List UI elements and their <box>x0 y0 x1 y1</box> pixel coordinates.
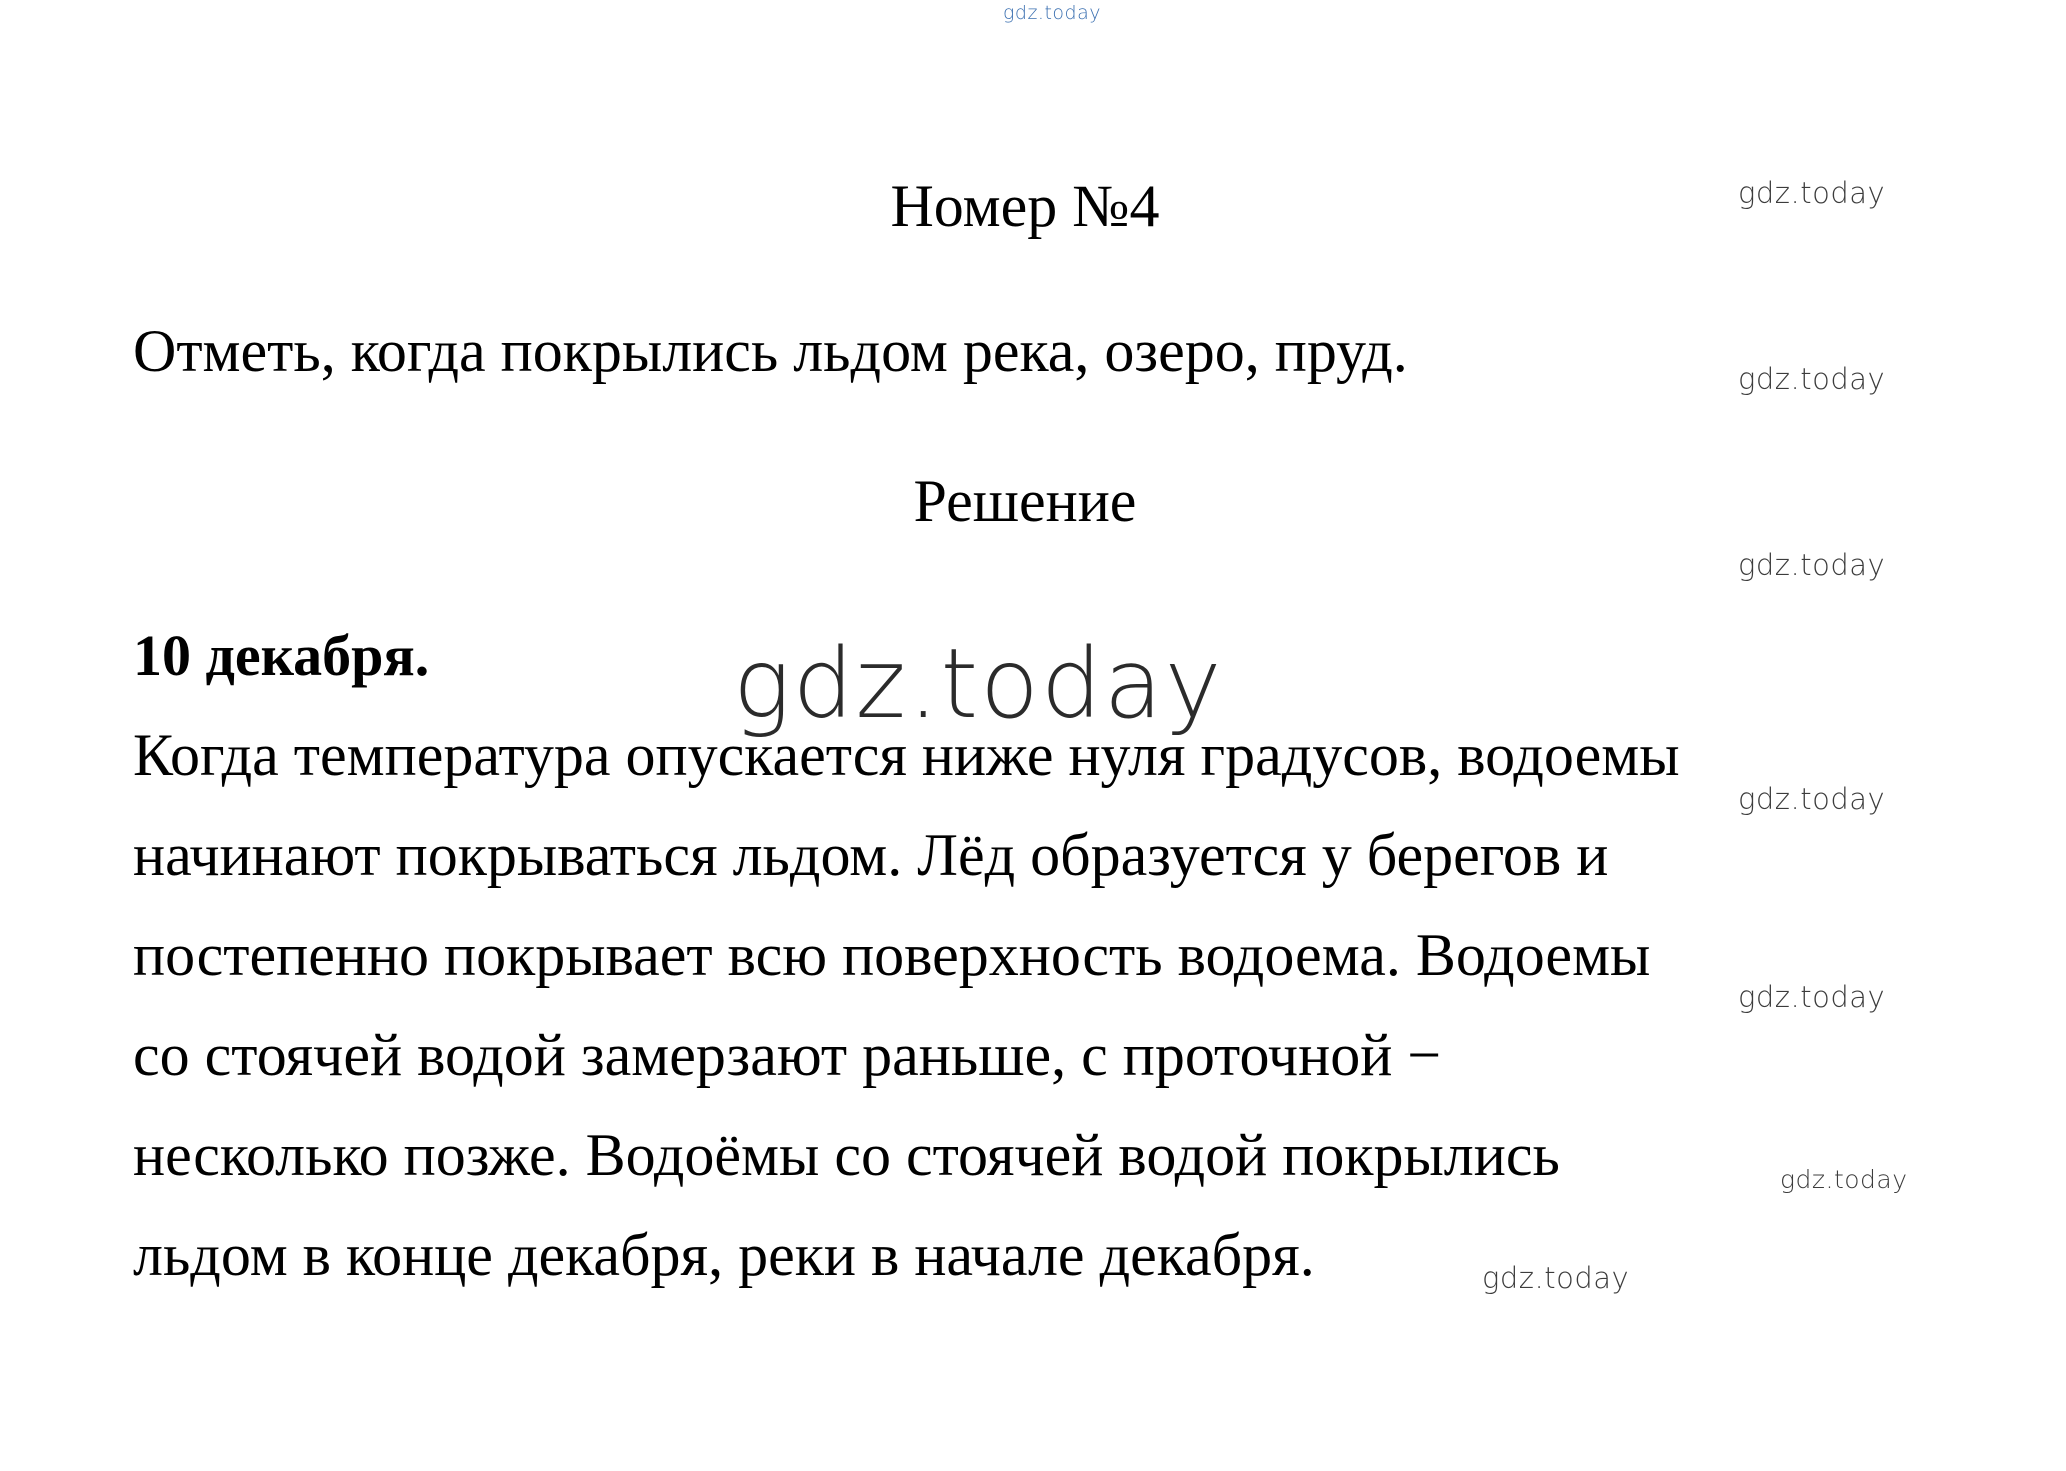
solution-heading: Решение <box>913 468 1137 534</box>
question-text: Отметь, когда покрылись льдом река, озеро, пруд. <box>133 318 1408 384</box>
watermark-large: gdz.today <box>733 628 1224 740</box>
watermark-side: gdz.today <box>1738 176 1886 210</box>
answer-line-3: постепенно покрывает всю поверхность водоема. Водоемы <box>133 922 1651 988</box>
answer-line-2: начинают покрываться льдом. Лёд образуется у берегов и <box>133 822 1609 888</box>
answer-line-1: Когда температура опускается ниже нуля градусов, водоемы <box>133 722 1680 788</box>
answer-date: 10 декабря. <box>133 623 430 688</box>
page-title: Номер №4 <box>890 173 1160 239</box>
watermark-top: gdz.today <box>1003 2 1101 24</box>
watermark-side: gdz.today <box>1738 548 1886 582</box>
watermark-side: gdz.today <box>1738 362 1886 396</box>
answer-line-6: льдом в конце декабря, реки в начале декабря. <box>133 1222 1315 1288</box>
watermark-side: gdz.today <box>1738 980 1886 1014</box>
watermark-side: gdz.today <box>1738 782 1886 816</box>
answer-line-5: несколько позже. Водоёмы со стоячей водой покрылись <box>133 1122 1560 1188</box>
watermark-side: gdz.today <box>1482 1261 1630 1295</box>
answer-line-4: со стоячей водой замерзают раньше, с проточной − <box>133 1022 1442 1088</box>
watermark-side: gdz.today <box>1780 1165 1908 1194</box>
